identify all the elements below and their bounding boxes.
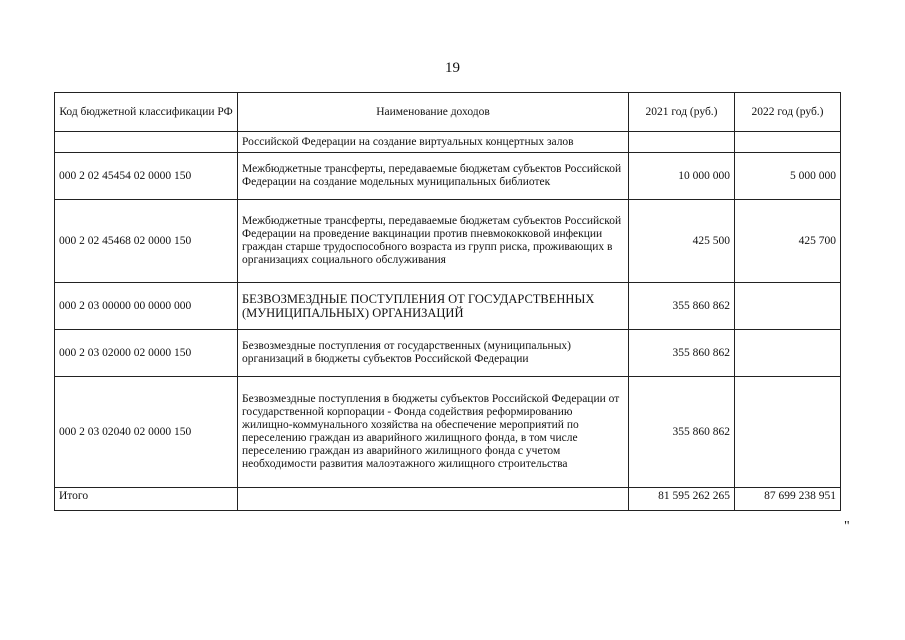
row-2022-value [735, 377, 841, 488]
table-header-row [55, 93, 841, 132]
row-code: 000 2 02 45468 02 0000 150 [55, 200, 238, 283]
row-code: 000 2 03 02000 02 0000 150 [55, 330, 238, 377]
row-2021-value: 425 500 [629, 200, 735, 283]
row-code [55, 132, 238, 153]
row-code: 000 2 03 00000 00 0000 000 [55, 283, 238, 330]
row-name: Межбюджетные трансферты, передаваемые бюджетам субъектов Российской Федерации на создание модельных муниципальных библиотек [238, 153, 629, 200]
row-2021-value: 10 000 000 [629, 153, 735, 200]
row-code: 000 2 03 02040 02 0000 150 [55, 377, 238, 488]
page-number: 19 [445, 60, 460, 76]
row-2022-value [735, 330, 841, 377]
table-row [55, 330, 841, 377]
table-row [55, 132, 841, 153]
table-row [55, 200, 841, 283]
table-row [55, 283, 841, 330]
header-name: Наименование доходов [238, 93, 629, 132]
header-2022: 2022 год (руб.) [735, 93, 841, 132]
table-row [55, 153, 841, 200]
row-name: БЕЗВОЗМЕЗДНЫЕ ПОСТУПЛЕНИЯ ОТ ГОСУДАРСТВЕННЫХ (МУНИЦИПАЛЬНЫХ) ОРГАНИЗАЦИЙ [238, 283, 629, 330]
row-2022-value: 5 000 000 [735, 153, 841, 200]
total-2021-value: 81 595 262 265 [629, 488, 735, 511]
table-row [55, 377, 841, 488]
row-2021-value: 355 860 862 [629, 330, 735, 377]
header-code: Код бюджетной классификации РФ [55, 93, 238, 132]
total-row [55, 488, 841, 511]
row-code: 000 2 02 45454 02 0000 150 [55, 153, 238, 200]
total-label: Итого [55, 488, 238, 511]
total-name-empty [238, 488, 629, 511]
revenue-table [54, 92, 841, 511]
row-2022-value [735, 283, 841, 330]
row-2022-value [735, 132, 841, 153]
row-name: Российской Федерации на создание виртуальных концертных залов [238, 132, 629, 153]
row-name: Безвозмездные поступления от государственных (муниципальных) организаций в бюджеты субъектов Российской Федерации [238, 330, 629, 377]
row-2021-value: 355 860 862 [629, 283, 735, 330]
total-2022-value: 87 699 238 951 [735, 488, 841, 511]
row-2021-value: 355 860 862 [629, 377, 735, 488]
row-2021-value [629, 132, 735, 153]
row-name: Межбюджетные трансферты, передаваемые бюджетам субъектов Российской Федерации на проведение вакцинации против пневмококковой инфекции граждан старше трудоспособного возраста из групп риска, проживающих в организациях социального обслуживания [238, 200, 629, 283]
row-2022-value: 425 700 [735, 200, 841, 283]
row-name: Безвозмездные поступления в бюджеты субъектов Российской Федерации от государственной корпорации - Фонда содействия реформированию жилищно-коммунального хозяйства на обеспечение мероприятий по переселению граждан из аварийного жилищного фонда, в том числе переселению граждан из аварийного жилищного фонда с учетом необходимости развития малоэтажного жилищного строительства [238, 377, 629, 488]
closing-quote-mark: " [844, 519, 850, 534]
header-2021: 2021 год (руб.) [629, 93, 735, 132]
